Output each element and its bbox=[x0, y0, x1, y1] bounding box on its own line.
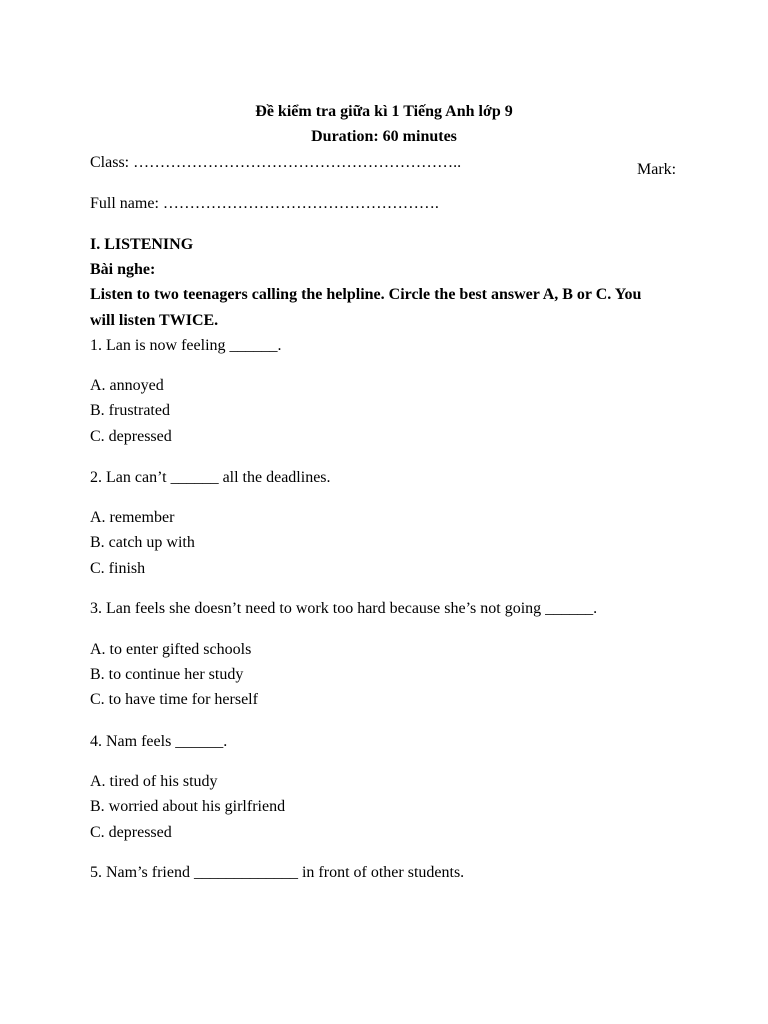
section-subheading: Bài nghe: bbox=[90, 261, 156, 278]
question-1-option-a[interactable]: A. annoyed bbox=[90, 377, 164, 394]
question-2: 2. Lan can’t ______ all the deadlines. bbox=[90, 469, 331, 486]
section-heading: I. LISTENING bbox=[90, 236, 194, 253]
question-5: 5. Nam’s friend _____________ in front of other students. bbox=[90, 864, 465, 881]
question-1-option-c[interactable]: C. depressed bbox=[90, 428, 172, 445]
exam-title: Đề kiểm tra giữa kì 1 Tiếng Anh lớp 9 bbox=[255, 103, 513, 120]
question-2-option-b[interactable]: B. catch up with bbox=[90, 534, 195, 551]
class-field: Class: …………………………………………………….. bbox=[90, 154, 462, 171]
instruction-line-2: will listen TWICE. bbox=[90, 312, 219, 329]
fullname-field: Full name: ……………………………………………. bbox=[90, 195, 439, 212]
question-4-option-c[interactable]: C. depressed bbox=[90, 824, 172, 841]
question-3-option-a[interactable]: A. to enter gifted schools bbox=[90, 641, 252, 658]
question-2-option-a[interactable]: A. remember bbox=[90, 509, 175, 526]
mark-label: Mark: bbox=[637, 161, 677, 178]
question-1-option-b[interactable]: B. frustrated bbox=[90, 402, 170, 419]
question-3: 3. Lan feels she doesn’t need to work too hard because she’s not going ______. bbox=[90, 600, 598, 617]
exam-duration: Duration: 60 minutes bbox=[311, 128, 457, 145]
question-3-option-b[interactable]: B. to continue her study bbox=[90, 666, 244, 683]
question-4-option-b[interactable]: B. worried about his girlfriend bbox=[90, 798, 286, 815]
question-4: 4. Nam feels ______. bbox=[90, 733, 228, 750]
question-2-option-c[interactable]: C. finish bbox=[90, 560, 146, 577]
question-4-option-a[interactable]: A. tired of his study bbox=[90, 773, 218, 790]
question-3-option-c[interactable]: C. to have time for herself bbox=[90, 691, 258, 708]
question-1: 1. Lan is now feeling ______. bbox=[90, 337, 282, 354]
instruction-line-1: Listen to two teenagers calling the helpline. Circle the best answer A, B or C. You bbox=[90, 286, 642, 303]
